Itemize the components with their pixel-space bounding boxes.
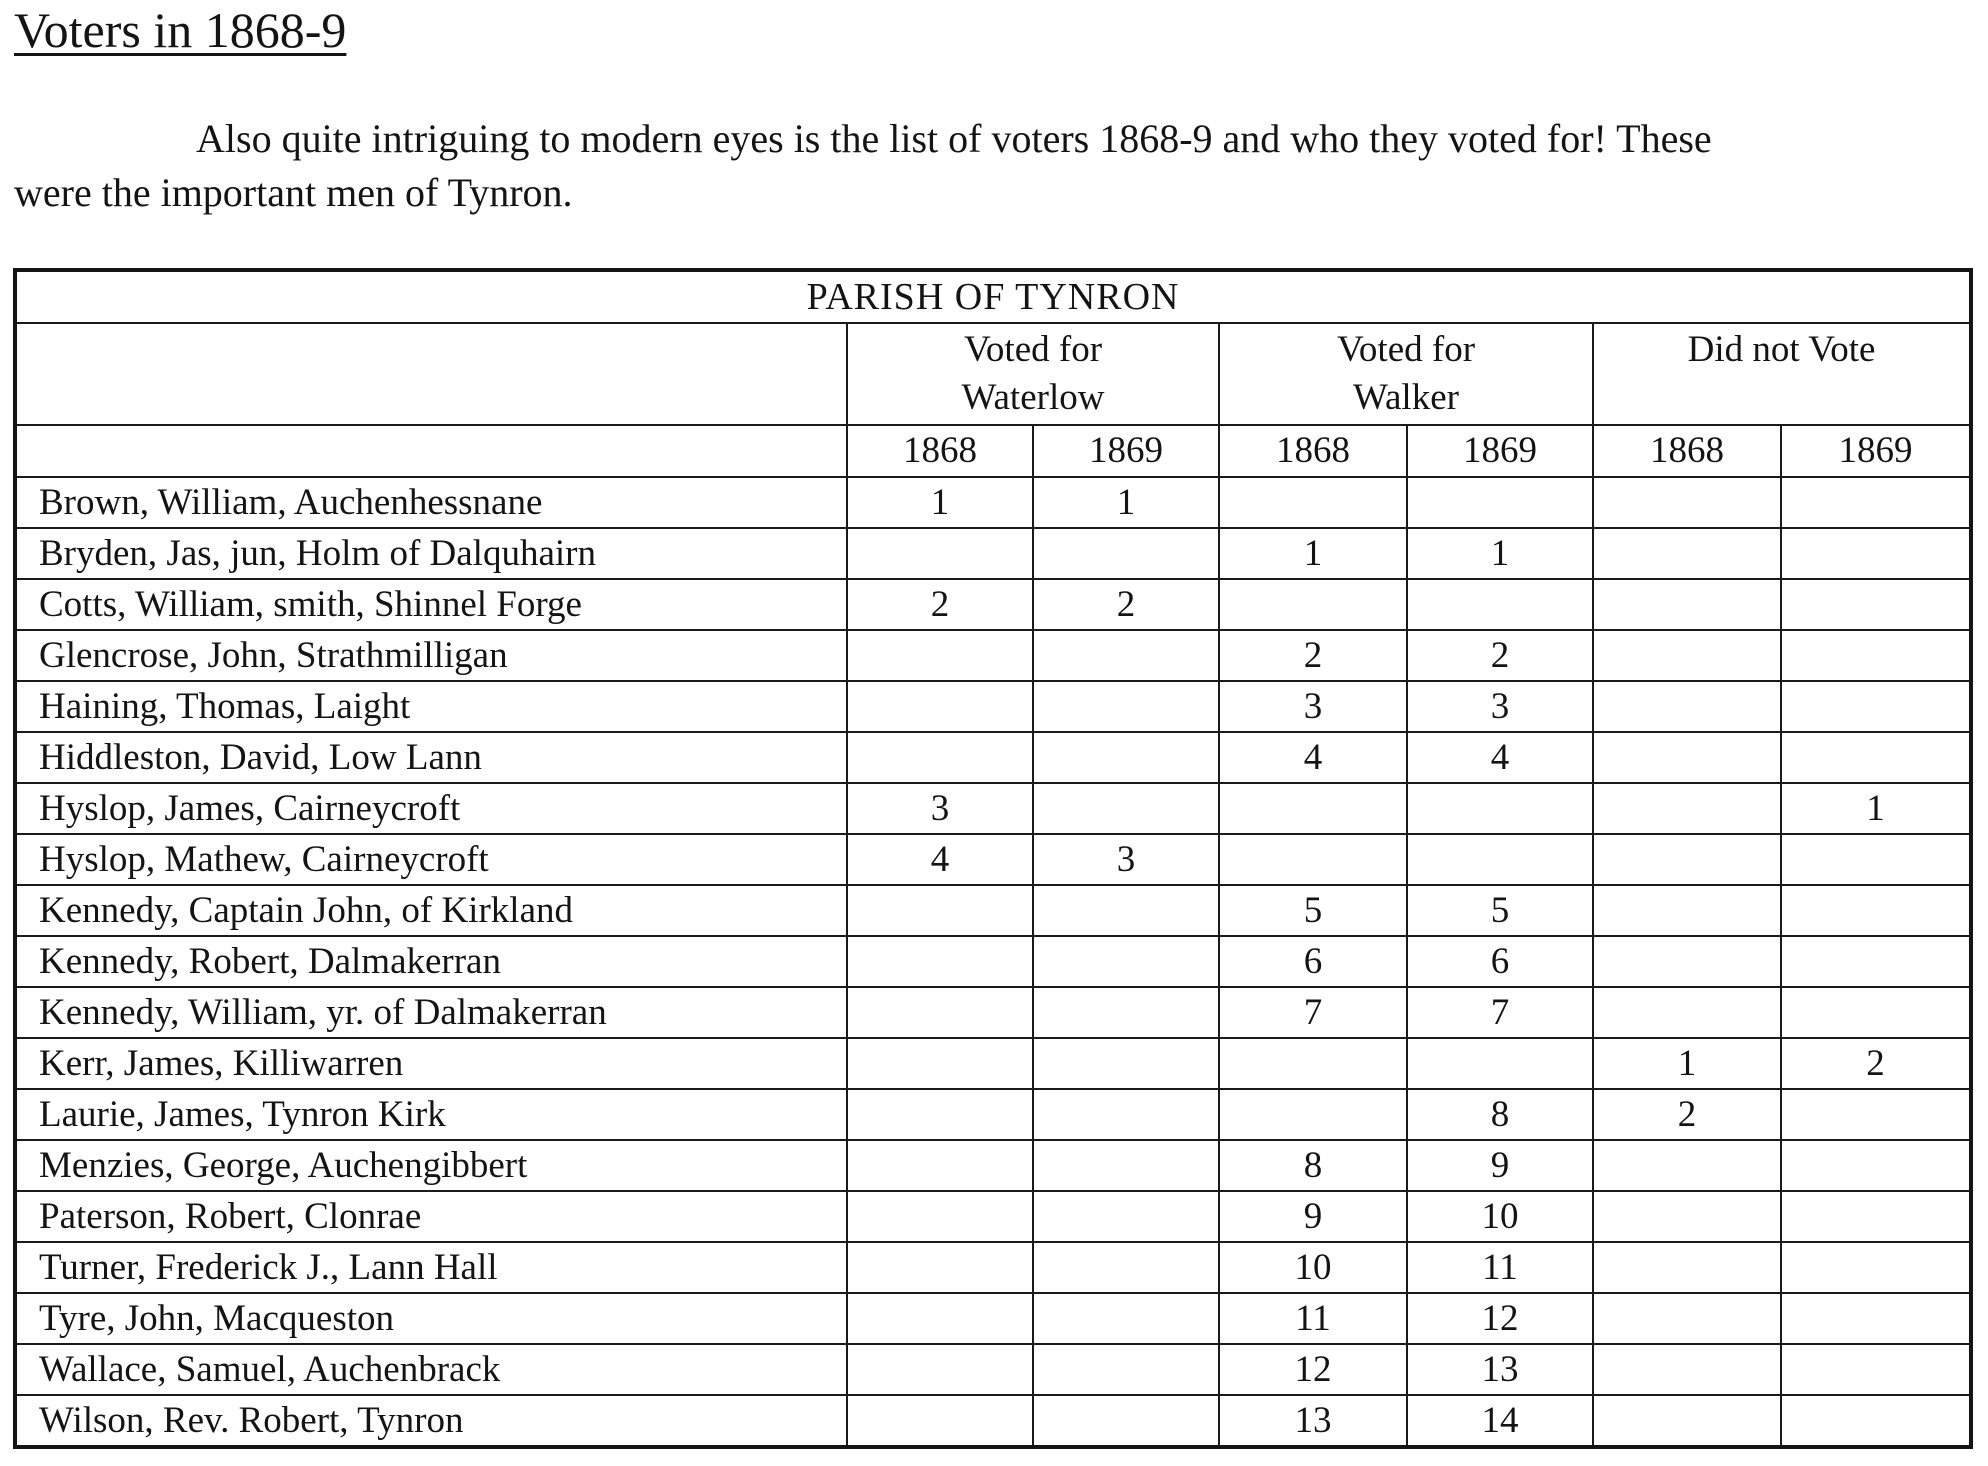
table-row bbox=[15, 1395, 1971, 1447]
vote-cell bbox=[1781, 936, 1971, 987]
table-row bbox=[15, 1038, 1971, 1089]
vote-cell bbox=[847, 681, 1033, 732]
vote-cell bbox=[1033, 1344, 1219, 1395]
vote-cell bbox=[1219, 834, 1407, 885]
table-row bbox=[15, 1089, 1971, 1140]
vote-cell bbox=[1593, 1140, 1781, 1191]
vote-cell: 11 bbox=[1407, 1242, 1593, 1293]
vote-cell bbox=[847, 1140, 1033, 1191]
vote-cell bbox=[1407, 834, 1593, 885]
vote-cell bbox=[1407, 477, 1593, 528]
table-row bbox=[15, 630, 1971, 681]
vote-cell: 10 bbox=[1219, 1242, 1407, 1293]
vote-cell bbox=[1781, 1140, 1971, 1191]
voter-name-cell: Kerr, James, Killiwarren bbox=[15, 1038, 847, 1089]
group-label-waterlow: Voted for Waterlow bbox=[961, 329, 1105, 418]
vote-cell: 1 bbox=[1781, 783, 1971, 834]
vote-cell bbox=[1781, 987, 1971, 1038]
vote-cell: 7 bbox=[1407, 987, 1593, 1038]
vote-cell bbox=[847, 1344, 1033, 1395]
vote-cell bbox=[1781, 579, 1971, 630]
vote-cell bbox=[1033, 1140, 1219, 1191]
vote-cell bbox=[1033, 732, 1219, 783]
vote-cell: 2 bbox=[1593, 1089, 1781, 1140]
year-header-cell: 1869 bbox=[1781, 425, 1971, 477]
voter-name-cell: Haining, Thomas, Laight bbox=[15, 681, 847, 732]
vote-cell bbox=[1781, 885, 1971, 936]
vote-cell: 6 bbox=[1219, 936, 1407, 987]
vote-cell bbox=[1033, 1293, 1219, 1344]
vote-cell bbox=[1781, 1089, 1971, 1140]
vote-cell bbox=[847, 1242, 1033, 1293]
vote-cell bbox=[847, 936, 1033, 987]
table-row bbox=[15, 528, 1971, 579]
voter-name-cell: Cotts, William, smith, Shinnel Forge bbox=[15, 579, 847, 630]
vote-cell: 1 bbox=[1593, 1038, 1781, 1089]
table-row bbox=[15, 1293, 1971, 1344]
page-heading: Voters in 1868-9 bbox=[14, 2, 347, 58]
group-header-did-not-vote bbox=[1593, 323, 1971, 425]
vote-cell bbox=[1593, 987, 1781, 1038]
table-row bbox=[15, 987, 1971, 1038]
voter-name-cell: Kennedy, Captain John, of Kirkland bbox=[15, 885, 847, 936]
vote-cell bbox=[1593, 630, 1781, 681]
voters-table-container bbox=[13, 268, 1969, 1449]
vote-cell bbox=[1219, 1038, 1407, 1089]
table-row bbox=[15, 936, 1971, 987]
vote-cell bbox=[847, 528, 1033, 579]
group-header-row bbox=[15, 323, 1971, 425]
vote-cell: 12 bbox=[1407, 1293, 1593, 1344]
vote-cell bbox=[1219, 579, 1407, 630]
vote-cell bbox=[1781, 528, 1971, 579]
voter-name-cell: Brown, William, Auchenhessnane bbox=[15, 477, 847, 528]
voter-name-cell: Hyslop, Mathew, Cairneycroft bbox=[15, 834, 847, 885]
vote-cell bbox=[847, 1293, 1033, 1344]
vote-cell: 2 bbox=[1219, 630, 1407, 681]
table-title: PARISH OF TYNRON bbox=[15, 270, 1971, 323]
voter-name-cell: Bryden, Jas, jun, Holm of Dalquhairn bbox=[15, 528, 847, 579]
vote-cell bbox=[1593, 732, 1781, 783]
table-row bbox=[15, 1242, 1971, 1293]
vote-cell: 5 bbox=[1219, 885, 1407, 936]
table-row bbox=[15, 885, 1971, 936]
vote-cell bbox=[847, 1089, 1033, 1140]
vote-cell bbox=[1033, 630, 1219, 681]
vote-cell: 7 bbox=[1219, 987, 1407, 1038]
vote-cell bbox=[1593, 885, 1781, 936]
vote-cell bbox=[847, 987, 1033, 1038]
intro-line-1: Also quite intriguing to modern eyes is the list of voters 1868-9 and who they voted for! These bbox=[196, 116, 1712, 161]
vote-cell bbox=[1781, 1293, 1971, 1344]
intro-line-2: were the important men of Tynron. bbox=[14, 170, 573, 215]
vote-cell: 4 bbox=[1219, 732, 1407, 783]
vote-cell: 1 bbox=[1407, 528, 1593, 579]
vote-cell bbox=[847, 885, 1033, 936]
vote-cell: 13 bbox=[1407, 1344, 1593, 1395]
vote-cell: 4 bbox=[847, 834, 1033, 885]
vote-cell: 1 bbox=[1033, 477, 1219, 528]
vote-cell bbox=[1033, 1395, 1219, 1447]
year-header-cell: 1869 bbox=[1033, 425, 1219, 477]
year-header-cell: 1869 bbox=[1407, 425, 1593, 477]
voter-name-cell: Hiddleston, David, Low Lann bbox=[15, 732, 847, 783]
table-row bbox=[15, 579, 1971, 630]
voter-name-cell: Kennedy, William, yr. of Dalmakerran bbox=[15, 987, 847, 1038]
voter-name-cell: Wilson, Rev. Robert, Tynron bbox=[15, 1395, 847, 1447]
voter-name-cell: Paterson, Robert, Clonrae bbox=[15, 1191, 847, 1242]
vote-cell: 12 bbox=[1219, 1344, 1407, 1395]
vote-cell: 3 bbox=[847, 783, 1033, 834]
table-row bbox=[15, 834, 1971, 885]
vote-cell bbox=[1033, 681, 1219, 732]
vote-cell bbox=[1593, 783, 1781, 834]
vote-cell: 13 bbox=[1219, 1395, 1407, 1447]
vote-cell bbox=[1593, 936, 1781, 987]
vote-cell bbox=[1593, 1191, 1781, 1242]
vote-cell bbox=[1593, 579, 1781, 630]
vote-cell bbox=[1219, 783, 1407, 834]
vote-cell: 10 bbox=[1407, 1191, 1593, 1242]
group-header-waterlow bbox=[847, 323, 1219, 425]
vote-cell bbox=[1407, 1038, 1593, 1089]
table-row bbox=[15, 783, 1971, 834]
voter-name-cell: Tyre, John, Macqueston bbox=[15, 1293, 847, 1344]
vote-cell bbox=[1781, 477, 1971, 528]
table-row bbox=[15, 1140, 1971, 1191]
vote-cell bbox=[1033, 1242, 1219, 1293]
voter-name-cell: Menzies, George, Auchengibbert bbox=[15, 1140, 847, 1191]
year-header-cell: 1868 bbox=[1593, 425, 1781, 477]
vote-cell: 2 bbox=[1407, 630, 1593, 681]
table-row bbox=[15, 681, 1971, 732]
vote-cell: 6 bbox=[1407, 936, 1593, 987]
vote-cell: 8 bbox=[1407, 1089, 1593, 1140]
group-label-walker: Voted for Walker bbox=[1336, 329, 1476, 418]
voter-name-cell: Hyslop, James, Cairneycroft bbox=[15, 783, 847, 834]
vote-cell: 9 bbox=[1219, 1191, 1407, 1242]
group-header-walker bbox=[1219, 323, 1593, 425]
vote-cell: 9 bbox=[1407, 1140, 1593, 1191]
vote-cell bbox=[1781, 681, 1971, 732]
table-row bbox=[15, 1191, 1971, 1242]
table-body bbox=[15, 270, 1971, 1447]
vote-cell: 5 bbox=[1407, 885, 1593, 936]
vote-cell bbox=[1593, 834, 1781, 885]
name-header-cell bbox=[15, 323, 847, 425]
vote-cell bbox=[1781, 1344, 1971, 1395]
vote-cell bbox=[1781, 1242, 1971, 1293]
vote-cell: 3 bbox=[1033, 834, 1219, 885]
vote-cell bbox=[1781, 1191, 1971, 1242]
vote-cell bbox=[1219, 477, 1407, 528]
table-row bbox=[15, 732, 1971, 783]
voter-name-cell: Wallace, Samuel, Auchenbrack bbox=[15, 1344, 847, 1395]
vote-cell bbox=[847, 1395, 1033, 1447]
vote-cell bbox=[1593, 1344, 1781, 1395]
vote-cell: 8 bbox=[1219, 1140, 1407, 1191]
vote-cell bbox=[1033, 885, 1219, 936]
vote-cell bbox=[1781, 732, 1971, 783]
voters-table bbox=[13, 268, 1973, 1449]
vote-cell: 3 bbox=[1219, 681, 1407, 732]
vote-cell: 14 bbox=[1407, 1395, 1593, 1447]
vote-cell: 2 bbox=[1781, 1038, 1971, 1089]
voter-name-cell: Laurie, James, Tynron Kirk bbox=[15, 1089, 847, 1140]
vote-cell bbox=[1593, 1242, 1781, 1293]
vote-cell bbox=[1033, 528, 1219, 579]
vote-cell bbox=[847, 630, 1033, 681]
vote-cell bbox=[1593, 528, 1781, 579]
voter-name-cell: Glencrose, John, Strathmilligan bbox=[15, 630, 847, 681]
vote-cell bbox=[1033, 1191, 1219, 1242]
voter-name-cell: Kennedy, Robert, Dalmakerran bbox=[15, 936, 847, 987]
table-row bbox=[15, 1344, 1971, 1395]
vote-cell: 3 bbox=[1407, 681, 1593, 732]
vote-cell: 1 bbox=[847, 477, 1033, 528]
vote-cell bbox=[1033, 783, 1219, 834]
voter-name-cell: Turner, Frederick J., Lann Hall bbox=[15, 1242, 847, 1293]
vote-cell bbox=[1781, 834, 1971, 885]
vote-cell bbox=[1407, 783, 1593, 834]
year-header-cell: 1868 bbox=[847, 425, 1033, 477]
vote-cell: 2 bbox=[847, 579, 1033, 630]
vote-cell: 4 bbox=[1407, 732, 1593, 783]
vote-cell bbox=[847, 1038, 1033, 1089]
vote-cell bbox=[1033, 1038, 1219, 1089]
vote-cell bbox=[1593, 1293, 1781, 1344]
table-title-row bbox=[15, 270, 1971, 323]
vote-cell bbox=[1033, 987, 1219, 1038]
vote-cell bbox=[1593, 477, 1781, 528]
vote-cell: 11 bbox=[1219, 1293, 1407, 1344]
vote-cell bbox=[1593, 1395, 1781, 1447]
vote-cell bbox=[1593, 681, 1781, 732]
year-header-cell: 1868 bbox=[1219, 425, 1407, 477]
year-header-blank bbox=[15, 425, 847, 477]
vote-cell: 2 bbox=[1033, 579, 1219, 630]
vote-cell bbox=[1407, 579, 1593, 630]
intro-paragraph bbox=[14, 112, 1984, 220]
vote-cell bbox=[1781, 630, 1971, 681]
group-label-did-not-vote: Did not Vote bbox=[1687, 329, 1876, 370]
vote-cell bbox=[1219, 1089, 1407, 1140]
vote-cell: 1 bbox=[1219, 528, 1407, 579]
year-header-row bbox=[15, 425, 1971, 477]
vote-cell bbox=[1033, 936, 1219, 987]
table-row bbox=[15, 477, 1971, 528]
vote-cell bbox=[847, 1191, 1033, 1242]
vote-cell bbox=[1781, 1395, 1971, 1447]
vote-cell bbox=[847, 732, 1033, 783]
vote-cell bbox=[1033, 1089, 1219, 1140]
